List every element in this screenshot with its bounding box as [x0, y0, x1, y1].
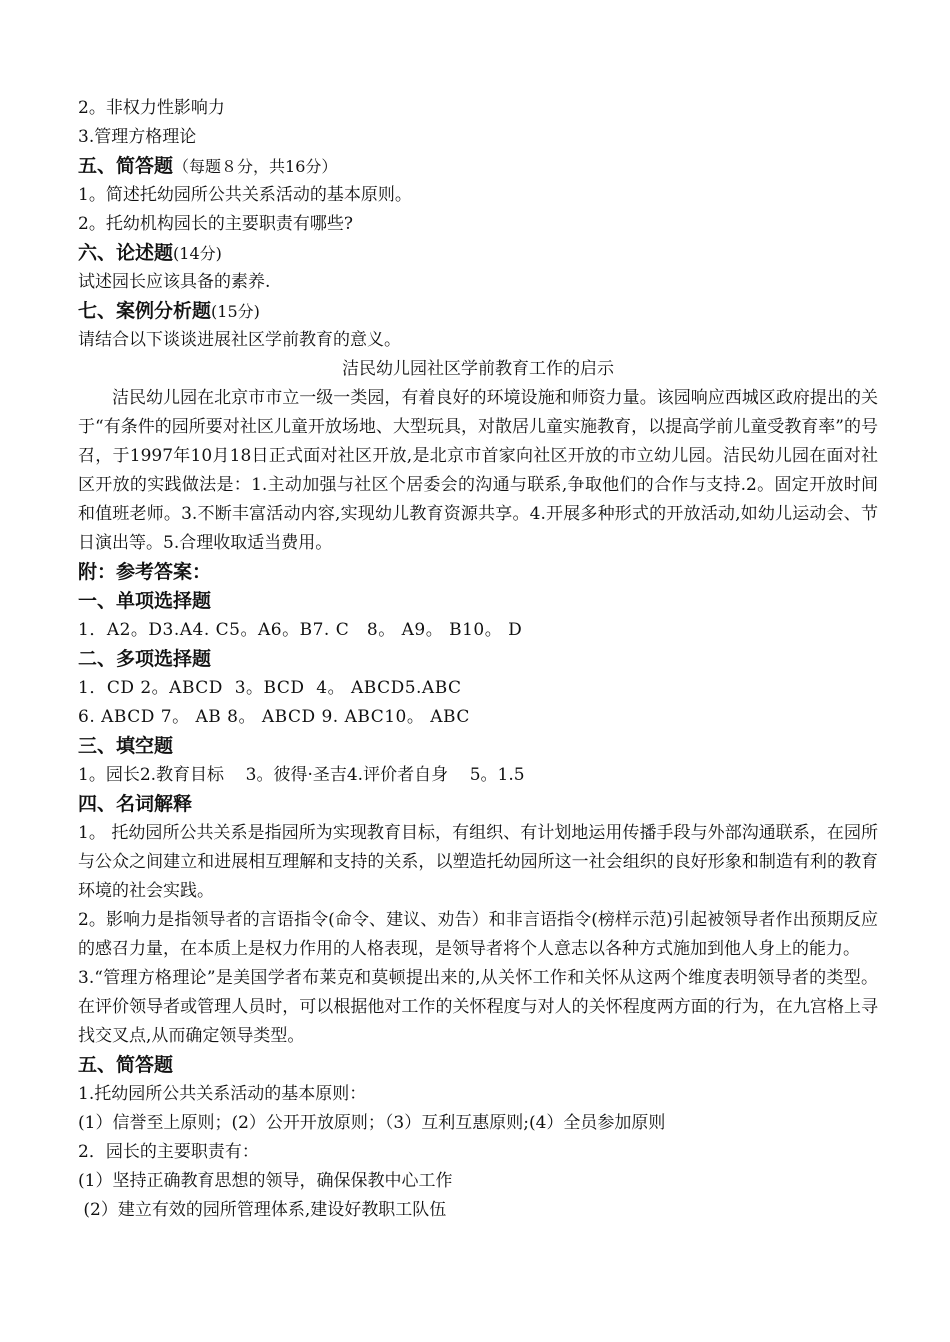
case-body: 洁民幼儿园在北京市市立一级一类园，有着良好的环境设施和师资力量。该园响应西城区政府提出的关于“有条件的园所要对社区儿童开放场地、大型玩具，对散居儿童实施教育，以提高学前儿童受教育率”的号召，于1997年10月18日正式面对社区开放,是北京市首家向社区开放的市立幼儿园。洁民幼儿园在面对社区开放的实践做法是：1.主动加强与社区个居委会的沟通与联系,争取他们的合作与支持.2。固定开放时间和值班老师。3.不断丰富活动内容,实现幼儿教育资源共享。4.开展多种形式的开放活动,如幼儿运动会、节日演出等。5.合理收取适当费用。	[78, 388, 878, 553]
answers-heading	[78, 558, 878, 587]
text-line: 3.管理方格理论	[78, 127, 197, 147]
section-title: 六、论述题	[78, 242, 174, 264]
section-title: 五、简答题	[78, 1054, 174, 1076]
question-line: 请结合以下谈谈进展社区学前教育的意义。	[78, 330, 401, 350]
answer-paragraph: 1。 托幼园所公共关系是指园所为实现教育目标，有组织、有计划地运用传播手段与外部沟通联系，在园所与公众之间建立和进展相互理解和支持的关系，以塑造托幼园所这一社会组织的良好形象和制造有利的教育环境的社会实践。	[78, 823, 878, 901]
answer-line: 1.托幼园所公共关系活动的基本原则：	[78, 1084, 367, 1104]
answer-line: (2）建立有效的园所管理体系,建设好教职工队伍	[78, 1200, 447, 1220]
answer-line: 2．园长的主要职责有：	[78, 1142, 259, 1162]
section-heading	[78, 790, 878, 819]
section-title: 五、简答题	[78, 155, 174, 177]
section-title: 二、多项选择题	[78, 648, 212, 670]
document-page	[78, 94, 878, 1225]
section-title: 一、单项选择题	[78, 590, 212, 612]
question-line: 1。简述托幼园所公共关系活动的基本原则。	[78, 185, 412, 205]
answer-line: (1）信誉至上原则；(2）公开开放原则；（3）互利互惠原则;(4）全员参加原则	[78, 1113, 666, 1133]
section-heading	[78, 732, 878, 761]
answers-title: 附：参考答案：	[78, 561, 212, 583]
answer-paragraph: 3.“管理方格理论”是美国学者布莱克和莫顿提出来的,从关怀工作和关怀从这两个维度表明领导者的类型。在评价领导者或管理人员时，可以根据他对工作的关怀程度与对人的关怀程度两方面的行为，在九宫格上寻找交叉点,从而确定领导类型。	[78, 968, 878, 1046]
case-title: 洁民幼儿园社区学前教育工作的启示	[342, 359, 614, 379]
section-note: （每题８分，共16分）	[173, 157, 338, 176]
section-heading	[78, 645, 878, 674]
section-note: (15分)	[211, 302, 260, 321]
question-line: 试述园长应该具备的素养.	[78, 272, 271, 292]
answer-line: 1．CD 2。ABCD 3。BCD 4。 ABCD5.ABC	[78, 678, 462, 698]
question-line: 2。托幼机构园长的主要职责有哪些?	[78, 214, 353, 234]
section-heading	[78, 152, 878, 181]
answer-paragraph: 2。影响力是指领导者的言语指令(命令、建议、劝告）和非言语指令(榜样示范)引起被领导者作出预期反应的感召力量，在本质上是权力作用的人格表现，是领导者将个人意志以各种方式施加到他人身上的能力。	[78, 910, 878, 959]
section-note: (14分)	[173, 244, 222, 263]
section-title: 三、填空题	[78, 735, 174, 757]
answer-line: 1。园长2.教育目标 3。彼得·圣吉4.评价者自身 5。1.5	[78, 765, 525, 785]
section-heading	[78, 239, 878, 268]
section-heading	[78, 587, 878, 616]
answer-line: (1）坚持正确教育思想的领导，确保保教中心工作	[78, 1171, 453, 1191]
text-line: 2。非权力性影响力	[78, 98, 225, 118]
section-heading	[78, 1051, 878, 1080]
answer-line: 1．A2。D3.A4. C5。A6。B7. C 8。 A9。 B10。 D	[78, 620, 523, 640]
section-heading	[78, 297, 878, 326]
section-title: 四、名词解释	[78, 793, 193, 815]
answer-line: 6. ABCD 7。 AB 8。 ABCD 9. ABC10。 ABC	[78, 707, 470, 727]
section-title: 七、案例分析题	[78, 300, 212, 322]
